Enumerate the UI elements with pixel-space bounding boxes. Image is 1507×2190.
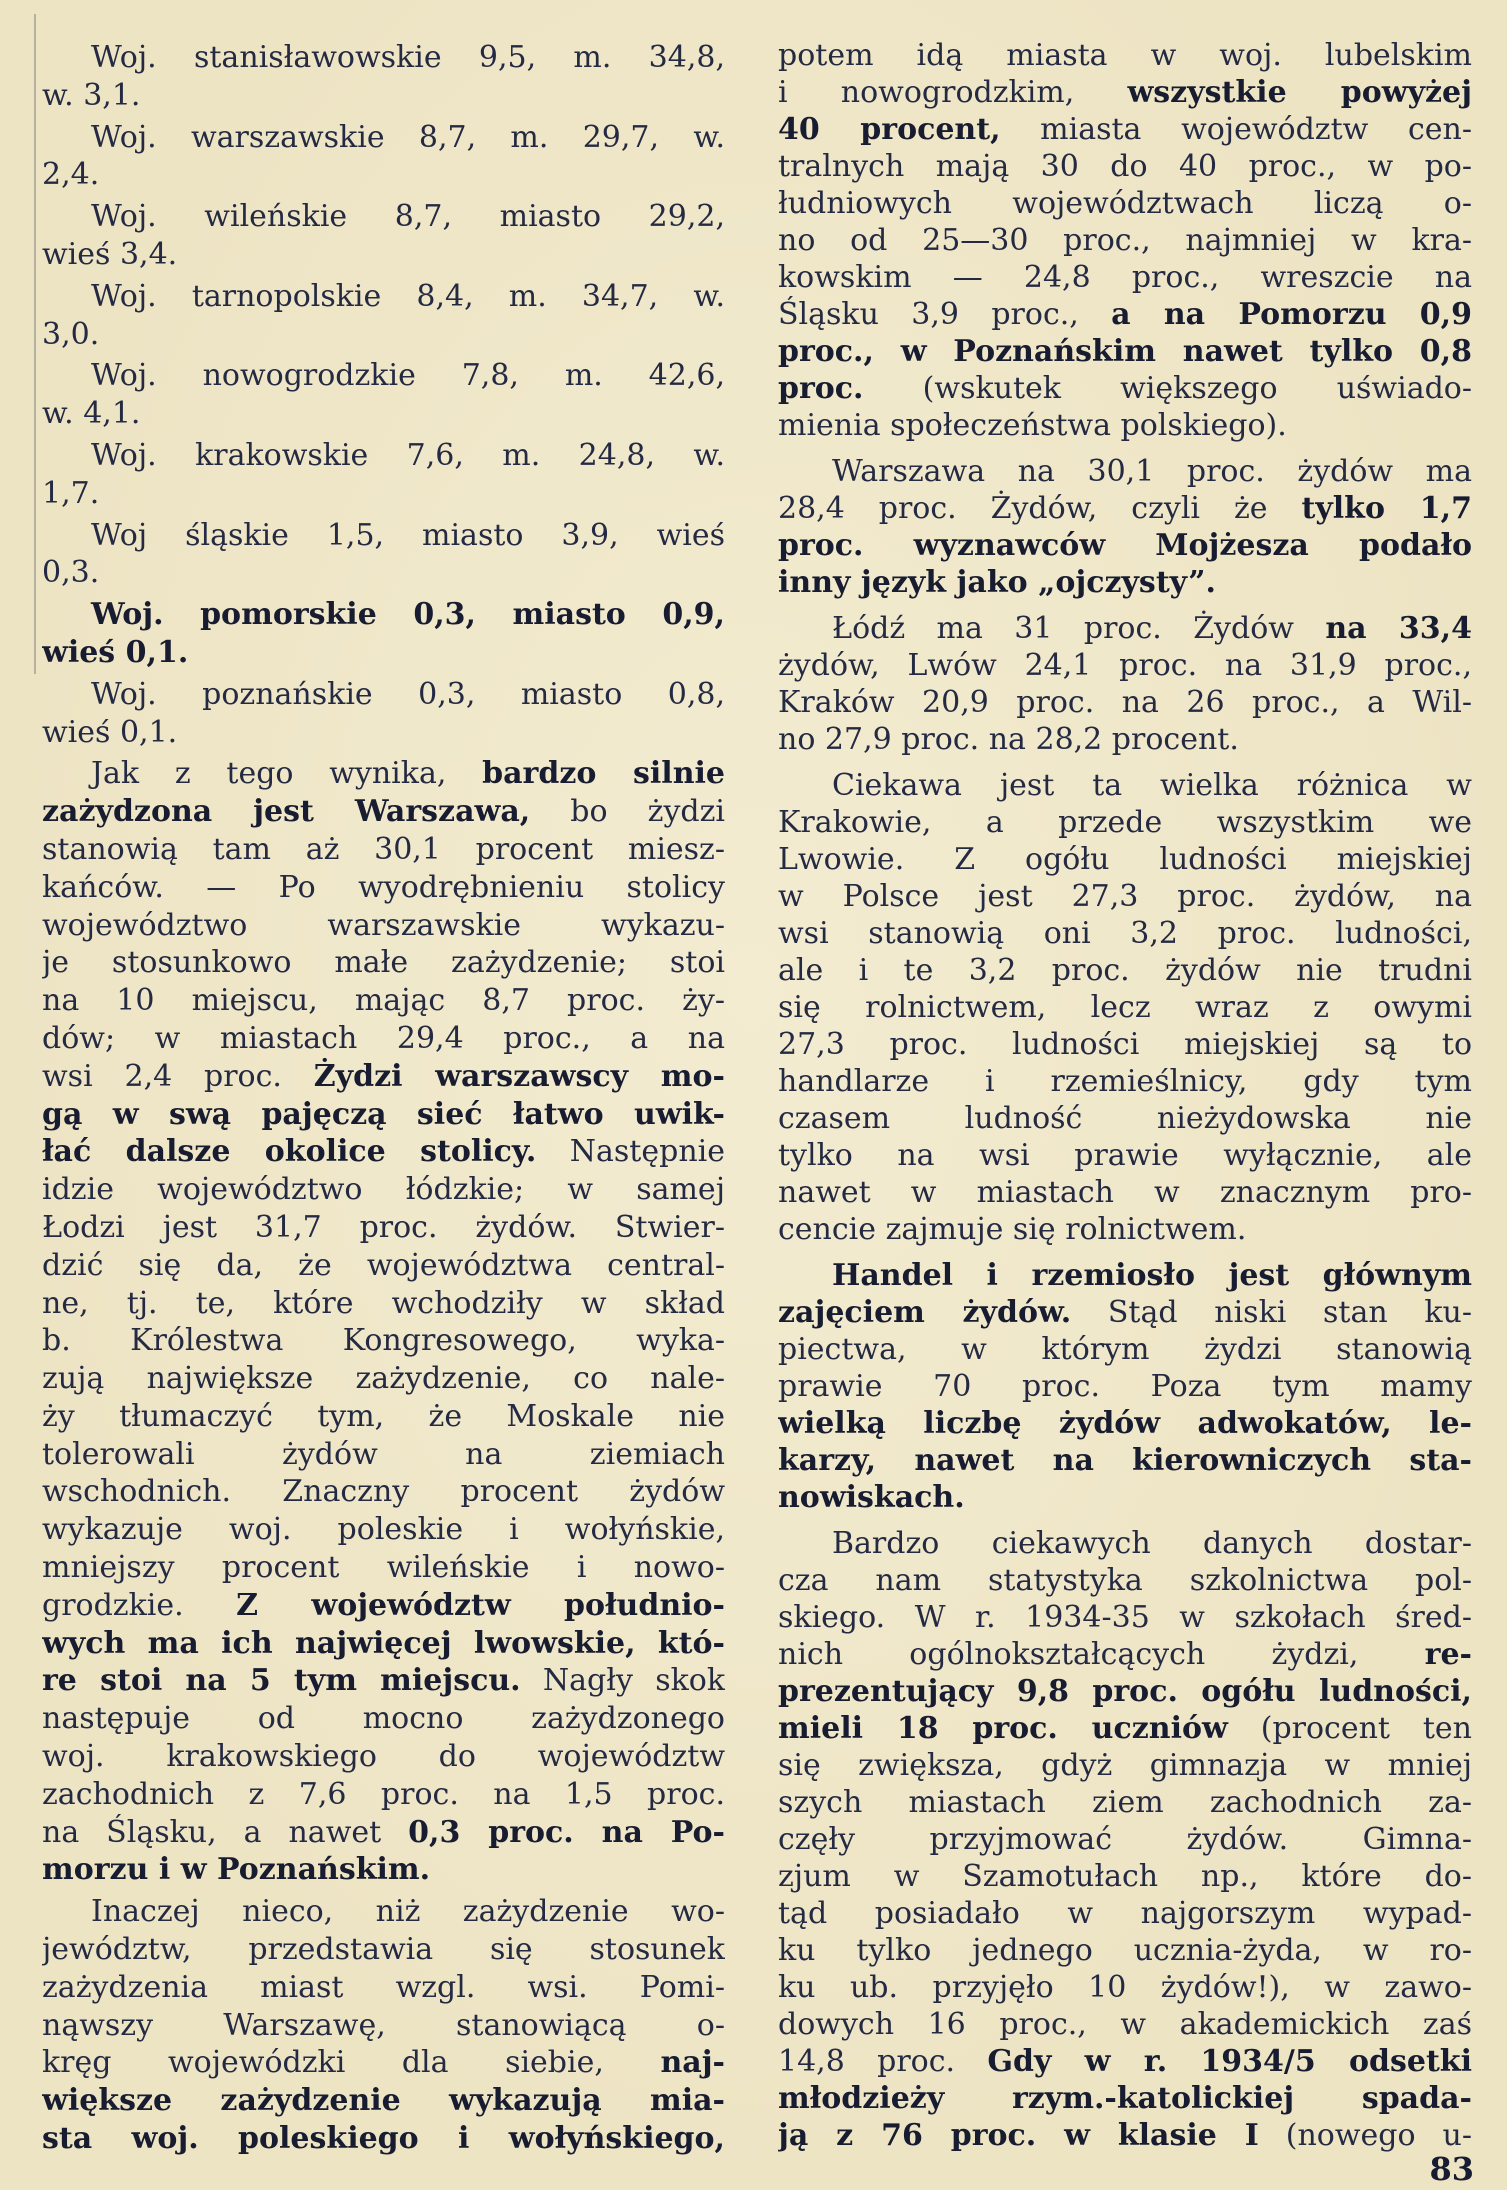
text-line (42, 907, 725, 945)
text-line (42, 596, 725, 634)
text-line (42, 357, 725, 395)
text: no 27,9 proc. na 28,2 procent. (778, 722, 1239, 757)
text-line (42, 982, 725, 1020)
text-line (778, 1294, 1472, 1331)
text-line (42, 1662, 725, 1700)
text: 2,4. (42, 157, 100, 193)
text: Woj śląskie 1,5, miasto 3,9, wieś (91, 517, 725, 553)
paragraph (42, 1893, 725, 2158)
text: kręg wojewódzki dla siebie, (42, 2045, 661, 2081)
text-line (778, 370, 1472, 407)
text: ku ub. przyjęło 10 żydów!), w zawo- (778, 1970, 1472, 2005)
text: 27,3 proc. ludności miejskiej są to (778, 1027, 1472, 1062)
text-line (42, 1133, 725, 1171)
text-line (778, 841, 1472, 878)
text-line (778, 407, 1472, 444)
text-line (42, 198, 725, 236)
text-line (778, 1599, 1472, 1636)
text-line (778, 185, 1472, 222)
paragraph (42, 755, 725, 1889)
text-line (42, 944, 725, 982)
bold-text: mieli 18 proc. uczniów (778, 1711, 1228, 1746)
paragraph (42, 198, 725, 274)
text-line (42, 1738, 725, 1776)
text-line (42, 1511, 725, 1549)
text: piectwa, w którym żydzi stanowią (778, 1332, 1472, 1367)
text-line (778, 148, 1472, 185)
paragraph (42, 596, 725, 672)
text-line (778, 259, 1472, 296)
text-line (778, 1525, 1472, 1562)
text-line (42, 1814, 725, 1852)
text-line (42, 1209, 725, 1247)
text-line (778, 1895, 1472, 1932)
text-line (778, 1405, 1472, 1442)
text: Łodzi jest 31,7 proc. żydów. Stwier- (42, 1209, 725, 1245)
text: wieś 3,4. (42, 236, 178, 272)
text: tralnych mają 30 do 40 proc., w po- (778, 149, 1472, 184)
text: Woj. wileńskie 8,7, miasto 29,2, (91, 199, 725, 235)
text-line (778, 1747, 1472, 1784)
text-line (778, 564, 1472, 601)
text-line (42, 793, 725, 831)
text-line (778, 1026, 1472, 1063)
text: Woj. nowogrodzkie 7,8, m. 42,6, (91, 358, 725, 394)
bold-text: zażydzona jest Warszawa, (42, 794, 531, 830)
text-line (778, 1174, 1472, 1211)
text: dzić się da, że województwa central- (42, 1247, 725, 1283)
text-line (778, 1063, 1472, 1100)
bold-text: a na Pomorzu 0,9 (1111, 297, 1472, 332)
text-line (42, 236, 725, 274)
text-line (42, 77, 725, 115)
text: cencie zajmuje się rolnictwem. (778, 1212, 1247, 1247)
text: prawie 70 proc. Poza tym mamy (778, 1369, 1472, 1404)
text: w. 3,1. (42, 77, 141, 113)
text: szych miastach ziem zachodnich za- (778, 1785, 1472, 1820)
text-line (42, 1893, 725, 1931)
text: wykazuje woj. poleskie i wołyńskie, (42, 1512, 725, 1548)
text: Woj. stanisławowskie 9,5, m. 34,8, (91, 40, 725, 75)
text: woj. krakowskiego do województw (42, 1739, 725, 1775)
paragraph (778, 37, 1472, 444)
paragraph (42, 278, 725, 354)
text-line (42, 1322, 725, 1360)
text: ży tłumaczyć tym, że Moskale nie (42, 1398, 725, 1434)
paragraph (778, 453, 1472, 601)
text-line (42, 395, 725, 433)
bold-text: karzy, nawet na kierowniczych sta- (778, 1443, 1472, 1478)
text-line (42, 2044, 725, 2082)
text-line (778, 1331, 1472, 1368)
text: wsi stanowią oni 3,2 proc. ludności, (778, 916, 1472, 951)
text-line (778, 222, 1472, 259)
paragraph (42, 357, 725, 433)
bold-text: zajęciem żydów. (778, 1295, 1072, 1330)
text-line (778, 1710, 1472, 1747)
text-line (42, 39, 725, 77)
bold-text: młodzieży rzym.-katolickiej spada- (778, 2081, 1472, 2116)
paragraph (778, 767, 1472, 1248)
bold-text: Gdy w r. 1934/5 odsetki (987, 2044, 1472, 2079)
text-line (778, 1932, 1472, 1969)
text-line (778, 721, 1472, 758)
text-line (42, 1473, 725, 1511)
text: nąwszy Warszawę, stanowiącą o- (42, 2007, 725, 2043)
paragraph (778, 1257, 1472, 1516)
bold-text: 40 procent, (778, 112, 1001, 147)
text: się rolnictwem, lecz wraz z owymi (778, 990, 1472, 1025)
bold-text: wielką liczbę żydów adwokatów, le- (778, 1406, 1472, 1441)
text: grodzkie. (42, 1587, 237, 1623)
text: no od 25—30 proc., najmniej w kra- (778, 223, 1472, 258)
bold-text: inny język jako „ojczysty”. (778, 565, 1216, 600)
text-line (778, 296, 1472, 333)
text: zachodnich z 7,6 proc. na 1,5 proc. (42, 1776, 725, 1812)
text: kowskim — 24,8 proc., wreszcie na (778, 260, 1472, 295)
text-line (42, 1587, 725, 1625)
text-line (778, 1257, 1472, 1294)
text: nawet w miastach w znacznym pro- (778, 1175, 1472, 1210)
text-line (42, 2120, 725, 2158)
text: tylko na wsi prawie wyłącznie, ale (778, 1138, 1472, 1173)
text: na Śląsku, a nawet (42, 1814, 409, 1850)
text-line (42, 634, 725, 672)
text-line (778, 2117, 1472, 2154)
text-line (42, 1776, 725, 1814)
text: żydów, Lwów 24,1 proc. na 31,9 proc., (778, 648, 1472, 683)
text: zażydzenia miast wzgl. wsi. Pomi- (42, 1969, 725, 2005)
bold-text: nowiskach. (778, 1480, 965, 1515)
text: na 10 miejscu, mając 8,7 proc. ży- (42, 983, 725, 1019)
text: (nowego u- (1258, 2118, 1472, 2153)
bold-text: naj- (660, 2045, 725, 2081)
text: dowych 16 proc., w akademickich zaś (778, 2007, 1472, 2042)
text-line (778, 989, 1472, 1026)
text-line (42, 755, 725, 793)
text: ne, tj. te, które wchodziły w skład (42, 1285, 725, 1321)
text-line (42, 869, 725, 907)
bold-text: 0,3 proc. na Po- (408, 1814, 725, 1850)
text-line (42, 475, 725, 513)
text: dów; w miastach 29,4 proc., a na (42, 1020, 725, 1056)
text-line (778, 2043, 1472, 2080)
text-line (42, 1247, 725, 1285)
text: Warszawa na 30,1 proc. żydów ma (832, 454, 1472, 489)
text-line (778, 1100, 1472, 1137)
paragraph (42, 517, 725, 593)
text-line (778, 915, 1472, 952)
text-line (42, 1625, 725, 1663)
text-line (778, 952, 1472, 989)
text: cza nam statystyka szkolnictwa pol- (778, 1563, 1472, 1598)
text-line (42, 1700, 725, 1738)
text: (wskutek większego uświado- (863, 371, 1472, 406)
bold-text: wieś 0,1. (42, 634, 189, 670)
text: 1,7. (42, 475, 100, 511)
scan-edge-line (34, 14, 36, 674)
bold-text: tylko 1,7 (1301, 491, 1472, 526)
text: Jak z tego wynika, (91, 756, 483, 792)
text: w. 4,1. (42, 396, 141, 432)
text-line (42, 1969, 725, 2007)
text-line (42, 1020, 725, 1058)
bold-text: re stoi na 5 tym miejscu. (42, 1663, 521, 1699)
text-line (42, 676, 725, 714)
text-line (778, 1137, 1472, 1174)
text: Inaczej nieco, niż zażydzenie wo- (91, 1894, 725, 1930)
paragraph (42, 437, 725, 513)
bold-text: na 33,4 (1325, 611, 1472, 646)
text-line (778, 1211, 1472, 1248)
paragraph (42, 119, 725, 195)
text-line (42, 1360, 725, 1398)
text: potem idą miasta w woj. lubelskim (778, 38, 1472, 73)
text: Krakowie, a przede wszystkim we (778, 805, 1472, 840)
text: wsi 2,4 proc. (42, 1058, 314, 1094)
text-line (778, 1368, 1472, 1405)
left-column (42, 39, 725, 2158)
text: nich ogólnokształcących żydzi, (778, 1637, 1425, 1672)
page-number: 83 (1429, 2150, 1474, 2188)
bold-text: Handel i rzemiosło jest głównym (832, 1258, 1472, 1293)
text: b. Królestwa Kongresowego, wyka- (42, 1323, 725, 1359)
text: Stąd niski stan ku- (1071, 1295, 1472, 1330)
paragraph (778, 1525, 1472, 2154)
text: Łódź ma 31 proc. Żydów (832, 611, 1326, 646)
text: i nowogrodzkim, (778, 75, 1128, 110)
text-line (42, 517, 725, 555)
text: wieś 0,1. (42, 714, 178, 750)
text-line (778, 333, 1472, 370)
text-line (778, 610, 1472, 647)
text: województwo warszawskie wykazu- (42, 907, 725, 943)
text-line (778, 804, 1472, 841)
text: Bardzo ciekawych danych dostar- (832, 1526, 1472, 1561)
text: Następnie (536, 1134, 725, 1170)
text: 14,8 proc. (778, 2044, 988, 2079)
text-line (42, 156, 725, 194)
bold-text: ją z 76 proc. w klasie I (778, 2118, 1259, 2153)
text: ku tylko jednego ucznia-żyda, w ro- (778, 1933, 1472, 1968)
text-line (778, 878, 1472, 915)
text: w Polsce jest 27,3 proc. żydów, na (778, 879, 1472, 914)
text: handlarze i rzemieślnicy, gdy tym (778, 1064, 1472, 1099)
text-line (42, 1058, 725, 1096)
text-line (778, 767, 1472, 804)
text-line (42, 316, 725, 354)
text-line (778, 37, 1472, 74)
text: kańców. — Po wyodrębnieniu stolicy (42, 869, 725, 905)
text-line (42, 1285, 725, 1323)
text: Ciekawa jest ta wielka różnica w (832, 768, 1472, 803)
text: (procent ten (1227, 1711, 1472, 1746)
bold-text: Woj. pomorskie 0,3, miasto 0,9, (91, 597, 725, 633)
bold-text: morzu i w Poznańskim. (42, 1852, 431, 1888)
text-line (42, 1171, 725, 1209)
text-line (778, 2080, 1472, 2117)
bold-text: wych ma ich najwięcej lwowskie, któ- (42, 1625, 725, 1661)
text: Śląsku 3,9 proc., (778, 297, 1112, 332)
text: tolerowali żydów na ziemiach (42, 1436, 725, 1472)
text: mniejszy procent wileńskie i nowo- (42, 1550, 725, 1586)
text: Nagły skok (520, 1663, 725, 1699)
text: mienia społeczeństwa polskiego). (778, 408, 1287, 443)
text-line (778, 1858, 1472, 1895)
text-line (42, 714, 725, 752)
text-line (778, 647, 1472, 684)
text: wschodnich. Znaczny procent żydów (42, 1474, 725, 1510)
text: częły przyjmować żydów. Gimna- (778, 1822, 1472, 1857)
text: miasta województw cen- (1000, 112, 1472, 147)
text-line (778, 1479, 1472, 1516)
text-line (42, 2082, 725, 2120)
paragraph (42, 39, 725, 115)
text-line (42, 1096, 725, 1134)
text-line (778, 111, 1472, 148)
text-line (778, 1442, 1472, 1479)
text-line (778, 1969, 1472, 2006)
text-line (42, 831, 725, 869)
text-line (778, 527, 1472, 564)
text: się zwiększa, gdyż gimnazja w mniej (778, 1748, 1472, 1783)
text-line (778, 1636, 1472, 1673)
bold-text: bardzo silnie (482, 756, 725, 792)
text: 28,4 proc. Żydów, czyli że (778, 491, 1302, 526)
bold-text: większe zażydzenie wykazują mia- (42, 2083, 725, 2119)
bold-text: sta woj. poleskiego i wołyńskiego, (42, 2121, 725, 2157)
text-line (42, 1931, 725, 1969)
bold-text: łać dalsze okolice stolicy. (42, 1134, 537, 1170)
text-line (778, 1784, 1472, 1821)
text: Woj. tarnopolskie 8,4, m. 34,7, w. (91, 278, 725, 314)
text-line (42, 1549, 725, 1587)
bold-text: proc. wyznawców Mojżesza podało (778, 528, 1472, 563)
text: bo żydzi (530, 794, 725, 830)
text: jewództw, przedstawia się stosunek (42, 1932, 725, 1968)
text-line (778, 684, 1472, 721)
text: ale i te 3,2 proc. żydów nie trudni (778, 953, 1472, 988)
text: Kraków 20,9 proc. na 26 proc., a Wil- (778, 685, 1472, 720)
text: łudniowych województwach liczą o- (778, 186, 1472, 221)
text-line (778, 1673, 1472, 1710)
text-line (778, 2006, 1472, 2043)
text: skiego. W r. 1934-35 w szkołach śred- (778, 1600, 1472, 1635)
text-line (42, 278, 725, 316)
text-line (42, 437, 725, 475)
text: zują największe zażydzenie, co nale- (42, 1361, 725, 1397)
text-line (778, 453, 1472, 490)
bold-text: Z województw południo- (236, 1587, 725, 1623)
text: Woj. poznańskie 0,3, miasto 0,8, (91, 676, 725, 712)
bold-text: Żydzi warszawscy mo- (313, 1058, 725, 1094)
text-line (42, 554, 725, 592)
bold-text: proc. (778, 371, 864, 406)
bold-text: proc., w Poznańskim nawet tylko 0,8 (778, 334, 1472, 369)
text: zjum w Szamotułach np., które do- (778, 1859, 1472, 1894)
bold-text: re- (1424, 1637, 1472, 1672)
text: 0,3. (42, 555, 100, 591)
right-column (778, 37, 1472, 2154)
text-line (778, 1821, 1472, 1858)
text: następuje od mocno zażydzonego (42, 1701, 725, 1737)
text-line (778, 490, 1472, 527)
text: tąd posiadało w najgorszym wypad- (778, 1896, 1472, 1931)
bold-text: wszystkie powyżej (1127, 75, 1472, 110)
text-line (42, 1851, 725, 1889)
text-line (778, 1562, 1472, 1599)
text: stanowią tam aż 30,1 procent miesz- (42, 831, 725, 867)
paragraph (42, 676, 725, 752)
text: Woj. warszawskie 8,7, m. 29,7, w. (91, 119, 725, 155)
text: je stosunkowo małe zażydzenie; stoi (42, 945, 725, 981)
text-line (42, 1398, 725, 1436)
text-line (42, 119, 725, 157)
text: Lwowie. Z ogółu ludności miejskiej (778, 842, 1472, 877)
text: 3,0. (42, 316, 100, 352)
bold-text: prezentujący 9,8 proc. ogółu ludności, (778, 1674, 1472, 1709)
text: czasem ludność nieżydowska nie (778, 1101, 1472, 1136)
text-line (778, 74, 1472, 111)
text-line (42, 2007, 725, 2045)
text: Woj. krakowskie 7,6, m. 24,8, w. (91, 437, 725, 473)
text-line (42, 1436, 725, 1474)
text: idzie województwo łódzkie; w samej (42, 1172, 725, 1208)
bold-text: gą w swą pajęczą sieć łatwo uwik- (42, 1096, 725, 1132)
paragraph (778, 610, 1472, 758)
